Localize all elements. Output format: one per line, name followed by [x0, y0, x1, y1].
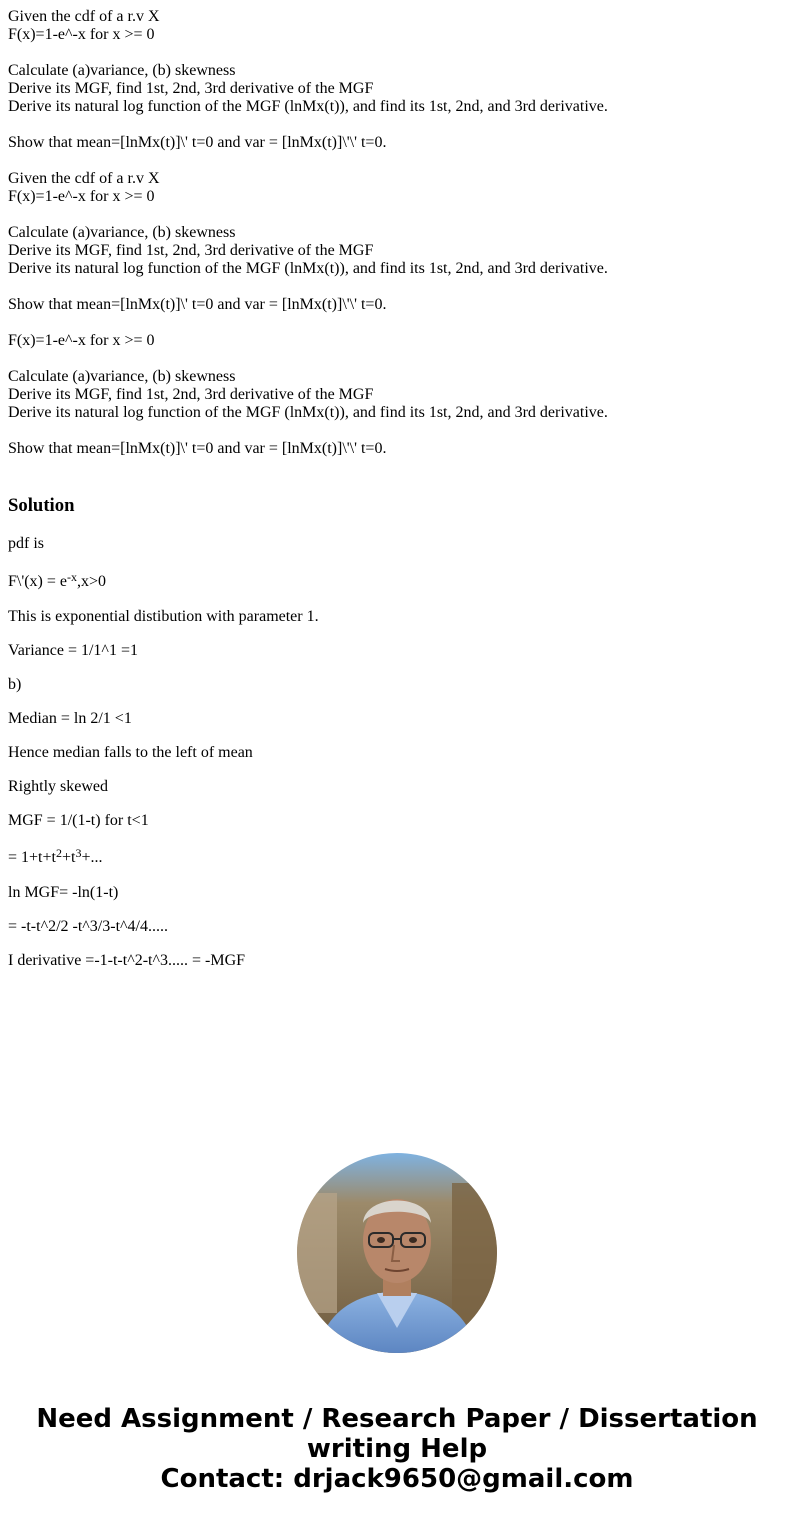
series-exponent-3: 3 [75, 846, 82, 860]
question-line: Derive its natural log function of the MGF (lnMx(t)), and find its 1st, 2nd, and 3rd derivative. [8, 404, 608, 421]
question-line: Given the cdf of a r.v X [8, 8, 160, 25]
series-exponent-2: 2 [55, 846, 62, 860]
question-line: Calculate (a)variance, (b) skewness [8, 224, 236, 241]
promo-line-2: writing Help [306, 1434, 488, 1464]
question-line: Derive its MGF, find 1st, 2nd, 3rd derivative of the MGF [8, 242, 374, 259]
question-line [8, 44, 788, 62]
question-line [8, 152, 788, 170]
question-line: Show that mean=[lnMx(t)]\' t=0 and var = [lnMx(t)]\'\' t=0. [8, 440, 387, 457]
solution-exponential: This is exponential distibution with parameter 1. [8, 608, 319, 625]
solution-median-left: Hence median falls to the left of mean [8, 744, 253, 761]
solution-ln-series: = -t-t^2/2 -t^3/3-t^4/4..... [8, 918, 168, 935]
solution-heading: Solution [8, 495, 75, 516]
question-line: Show that mean=[lnMx(t)]\' t=0 and var = [lnMx(t)]\'\' t=0. [8, 296, 387, 313]
solution-ln-mgf: ln MGF= -ln(1-t) [8, 884, 119, 901]
solution-mgf-series [8, 846, 103, 867]
question-line: Derive its MGF, find 1st, 2nd, 3rd derivative of the MGF [8, 386, 374, 403]
author-photo [297, 1153, 497, 1353]
question-line [8, 116, 788, 134]
promo-contact: Contact: drjack9650@gmail.com [160, 1464, 634, 1494]
question-line: Given the cdf of a r.v X [8, 170, 160, 187]
solution-mgf: MGF = 1/(1-t) for t<1 [8, 812, 149, 829]
series-part-c: +... [81, 849, 103, 866]
promo-line-1: Need Assignment / Research Paper / Dissertation [36, 1404, 758, 1434]
question-text [8, 8, 788, 458]
question-line [8, 206, 788, 224]
promo-banner [0, 1404, 794, 1494]
question-line [8, 278, 788, 296]
series-part-b: +t [61, 849, 76, 866]
question-line: Derive its natural log function of the MGF (lnMx(t)), and find its 1st, 2nd, and 3rd derivative. [8, 260, 608, 277]
solution-skewed: Rightly skewed [8, 778, 108, 795]
solution-first-derivative: I derivative =-1-t-t^2-t^3..... = -MGF [8, 952, 246, 969]
question-line: F(x)=1-e^-x for x >= 0 [8, 188, 155, 205]
pdf-prefix: F\'(x) = e [8, 573, 68, 590]
question-line [8, 314, 788, 332]
solution-median: Median = ln 2/1 <1 [8, 710, 132, 727]
author-avatar [297, 1153, 497, 1353]
pdf-exponent: -x [67, 570, 78, 584]
question-line: Derive its natural log function of the MGF (lnMx(t)), and find its 1st, 2nd, and 3rd derivative. [8, 98, 608, 115]
pdf-suffix: ,x>0 [77, 573, 107, 590]
solution-pdf-formula [8, 570, 107, 591]
question-line: Show that mean=[lnMx(t)]\' t=0 and var = [lnMx(t)]\'\' t=0. [8, 134, 387, 151]
question-line: F(x)=1-e^-x for x >= 0 [8, 332, 155, 349]
question-line [8, 422, 788, 440]
solution-pdf-is: pdf is [8, 535, 44, 552]
solution-variance: Variance = 1/1^1 =1 [8, 642, 138, 659]
question-line: Derive its MGF, find 1st, 2nd, 3rd derivative of the MGF [8, 80, 374, 97]
question-line: Calculate (a)variance, (b) skewness [8, 62, 236, 79]
question-line [8, 350, 788, 368]
question-line: F(x)=1-e^-x for x >= 0 [8, 26, 155, 43]
solution-part-b: b) [8, 676, 22, 693]
series-part-a: = 1+t+t [8, 849, 56, 866]
question-line: Calculate (a)variance, (b) skewness [8, 368, 236, 385]
